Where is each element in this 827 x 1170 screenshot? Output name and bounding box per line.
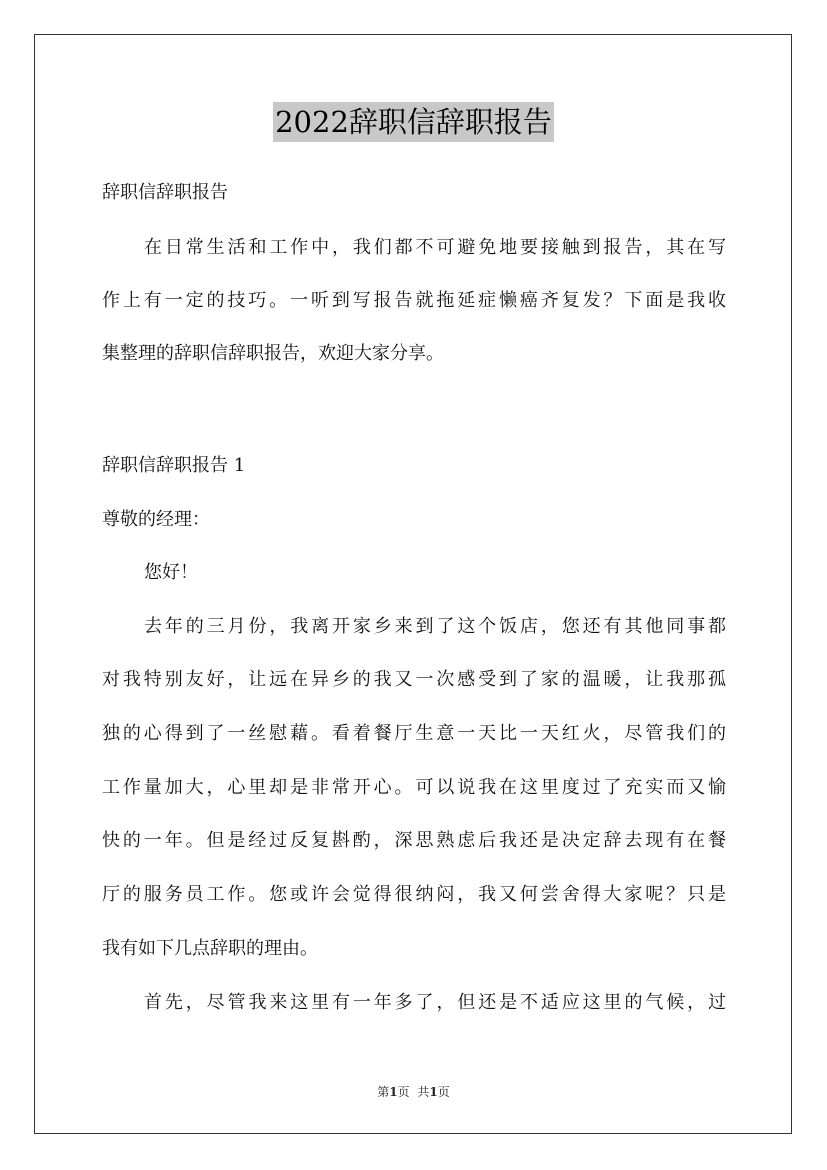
body-line: 厅的服务员工作。您或许会觉得很纳闷，我又何尝舍得大家呢？只是 [102, 884, 726, 905]
title-container [0, 102, 827, 142]
body-line: 我有如下几点辞职的理由。 [102, 938, 318, 959]
salutation: 尊敬的经理： [102, 509, 210, 530]
body-line: 快的一年。但是经过反复斟酌，深思熟虑后我还是决定辞去现有在餐 [102, 830, 726, 851]
footer-total-prefix: 共 [417, 1085, 430, 1099]
intro-line: 在日常生活和工作中，我们都不可避免地要接触到报告，其在写 [144, 237, 726, 258]
subtitle: 辞职信辞职报告 [102, 182, 228, 203]
body-line: 去年的三月份，我离开家乡来到了这个饭店，您还有其他同事都 [144, 616, 726, 637]
footer-total-number: 1 [429, 1085, 438, 1099]
intro-line: 作上有一定的技巧。一听到写报告就拖延症懒癌齐复发？下面是我收 [102, 290, 726, 311]
footer-page-number: 1 [389, 1085, 398, 1099]
body-line: 对我特别友好，让远在异乡的我又一次感受到了家的温暖，让我那孤 [102, 669, 726, 690]
footer-page-prefix: 第 [377, 1085, 390, 1099]
greeting: 您好！ [144, 562, 198, 583]
body-line: 独的心得到了一丝慰藉。看着餐厅生意一天比一天红火，尽管我们的 [102, 723, 726, 744]
body-line: 工作量加大，心里却是非常开心。可以说我在这里度过了充实而又愉 [102, 777, 726, 798]
intro-line: 集整理的辞职信辞职报告，欢迎大家分享。 [102, 343, 444, 364]
body-line: 首先，尽管我来这里有一年多了，但还是不适应这里的气候，过 [144, 992, 726, 1013]
footer-page-suffix: 页 [397, 1085, 410, 1099]
document-title: 2022辞职信辞职报告 [273, 102, 554, 142]
page-footer [0, 1084, 827, 1100]
section-heading: 辞职信辞职报告 1 [102, 455, 246, 476]
footer-total-suffix: 页 [437, 1085, 450, 1099]
